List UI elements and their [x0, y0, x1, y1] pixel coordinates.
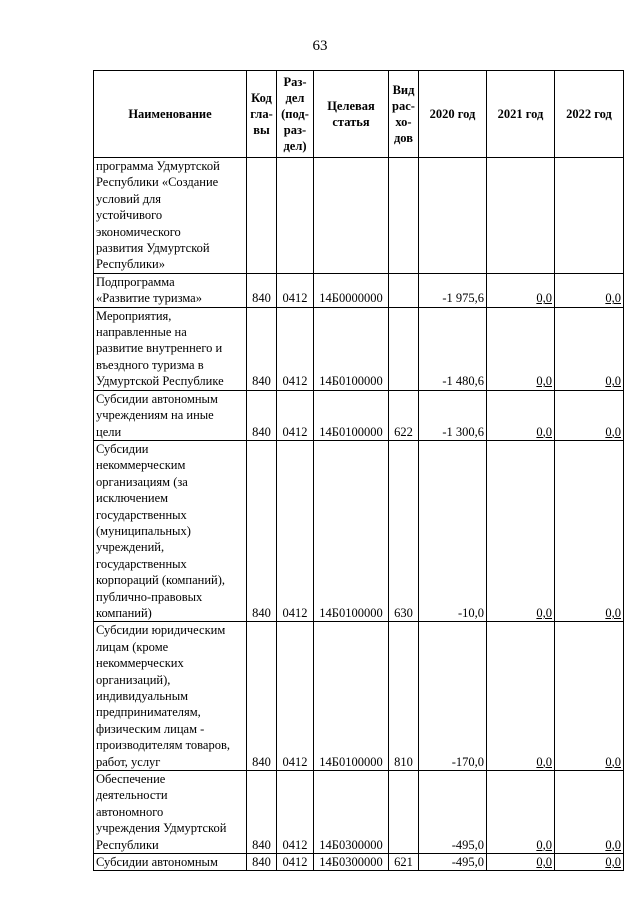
- cell-y2020: -1 300,6: [419, 390, 487, 440]
- cell-y2022: [555, 622, 624, 771]
- cell-code: 840: [247, 390, 277, 440]
- cell-target: 14Б0100000: [314, 307, 389, 390]
- cell-y2020: -10,0: [419, 440, 487, 621]
- cell-y2020: -170,0: [419, 622, 487, 771]
- cell-y2020: -1 975,6: [419, 273, 487, 307]
- cell-name: Обеспечение деятельности автономного учреждения Удмуртской Республики: [94, 771, 247, 854]
- table-row: [94, 307, 624, 390]
- cell-name: Подпрограмма «Развитие туризма»: [94, 273, 247, 307]
- cell-y2021: [487, 771, 555, 854]
- cell-y2022: [555, 440, 624, 621]
- cell-value: 0,0: [605, 855, 621, 870]
- cell-y2021: [487, 273, 555, 307]
- cell-y2020: [419, 158, 487, 274]
- cell-value: 0,0: [536, 374, 552, 389]
- cell-target: 14Б0100000: [314, 390, 389, 440]
- cell-target: 14Б0300000: [314, 771, 389, 854]
- cell-y2021: [487, 622, 555, 771]
- header-2021: 2021 год: [487, 71, 555, 158]
- cell-code: 840: [247, 622, 277, 771]
- cell-value: 0,0: [536, 855, 552, 870]
- cell-y2022: [555, 854, 624, 871]
- cell-section: 0412: [277, 771, 314, 854]
- page-number: 63: [312, 38, 328, 54]
- cell-target: 14Б0100000: [314, 622, 389, 771]
- cell-code: [247, 158, 277, 274]
- cell-value: 0,0: [605, 605, 621, 620]
- cell-y2022: [555, 390, 624, 440]
- cell-type: [389, 307, 419, 390]
- cell-name: Субсидии некоммерческим организациям (за исключением государственных (муниципальных) учреждений, государственных корпораций (компаний), публично-правовых компаний): [94, 440, 247, 621]
- cell-target: [314, 158, 389, 274]
- cell-y2021: [487, 390, 555, 440]
- cell-value: 0,0: [536, 605, 552, 620]
- cell-type: [389, 273, 419, 307]
- header-2020: 2020 год: [419, 71, 487, 158]
- cell-section: 0412: [277, 440, 314, 621]
- budget-table: [93, 70, 624, 871]
- cell-name: Субсидии юридическим лицам (кроме некоммерческих организаций), индивидуальным предпринимателям, физическим лицам - производителям товаров, работ, услуг: [94, 622, 247, 771]
- header-name: Наименование: [94, 71, 247, 158]
- cell-y2021: [487, 158, 555, 274]
- table-row: [94, 390, 624, 440]
- cell-target: 14Б0300000: [314, 854, 389, 871]
- cell-name: Мероприятия, направленные на развитие внутреннего и въездного туризма в Удмуртской Республике: [94, 307, 247, 390]
- cell-y2022: [555, 771, 624, 854]
- cell-y2022: [555, 158, 624, 274]
- cell-y2020: -495,0: [419, 854, 487, 871]
- header-2022: 2022 год: [555, 71, 624, 158]
- cell-y2022: [555, 273, 624, 307]
- cell-y2021: [487, 854, 555, 871]
- cell-type: 622: [389, 390, 419, 440]
- table-row: [94, 622, 624, 771]
- cell-code: 840: [247, 273, 277, 307]
- cell-type: 621: [389, 854, 419, 871]
- cell-section: 0412: [277, 854, 314, 871]
- cell-name: программа Удмуртской Республики «Создание условий для устойчивого экономического развития Удмуртской Республики»: [94, 158, 247, 274]
- cell-section: 0412: [277, 622, 314, 771]
- cell-value: 0,0: [605, 374, 621, 389]
- cell-value: 0,0: [605, 837, 621, 852]
- cell-type: [389, 771, 419, 854]
- cell-section: [277, 158, 314, 274]
- header-section: Раз- дел (под- раз- дел): [277, 71, 314, 158]
- cell-value: 0,0: [536, 837, 552, 852]
- cell-value: 0,0: [605, 291, 621, 306]
- cell-section: 0412: [277, 307, 314, 390]
- cell-target: 14Б0100000: [314, 440, 389, 621]
- table-body: [94, 158, 624, 871]
- cell-code: 840: [247, 854, 277, 871]
- cell-type: 810: [389, 622, 419, 771]
- cell-y2020: -1 480,6: [419, 307, 487, 390]
- cell-section: 0412: [277, 390, 314, 440]
- cell-type: 630: [389, 440, 419, 621]
- cell-code: 840: [247, 307, 277, 390]
- cell-value: 0,0: [536, 754, 552, 769]
- cell-code: 840: [247, 771, 277, 854]
- cell-y2020: -495,0: [419, 771, 487, 854]
- cell-y2021: [487, 307, 555, 390]
- header-code: Код гла- вы: [247, 71, 277, 158]
- cell-name: Субсидии автономным учреждениям на иные цели: [94, 390, 247, 440]
- header-target: Целевая статья: [314, 71, 389, 158]
- table-row: [94, 771, 624, 854]
- header-type: Вид рас- хо- дов: [389, 71, 419, 158]
- cell-name: Субсидии автономным: [94, 854, 247, 871]
- cell-section: 0412: [277, 273, 314, 307]
- cell-code: 840: [247, 440, 277, 621]
- table-row: [94, 854, 624, 871]
- cell-y2021: [487, 440, 555, 621]
- cell-value: 0,0: [536, 424, 552, 439]
- table-row: [94, 273, 624, 307]
- cell-value: 0,0: [536, 291, 552, 306]
- cell-y2022: [555, 307, 624, 390]
- header-row: [94, 71, 624, 158]
- table-row: [94, 440, 624, 621]
- cell-target: 14Б0000000: [314, 273, 389, 307]
- table-row: [94, 158, 624, 274]
- cell-value: 0,0: [605, 424, 621, 439]
- cell-type: [389, 158, 419, 274]
- cell-value: 0,0: [605, 754, 621, 769]
